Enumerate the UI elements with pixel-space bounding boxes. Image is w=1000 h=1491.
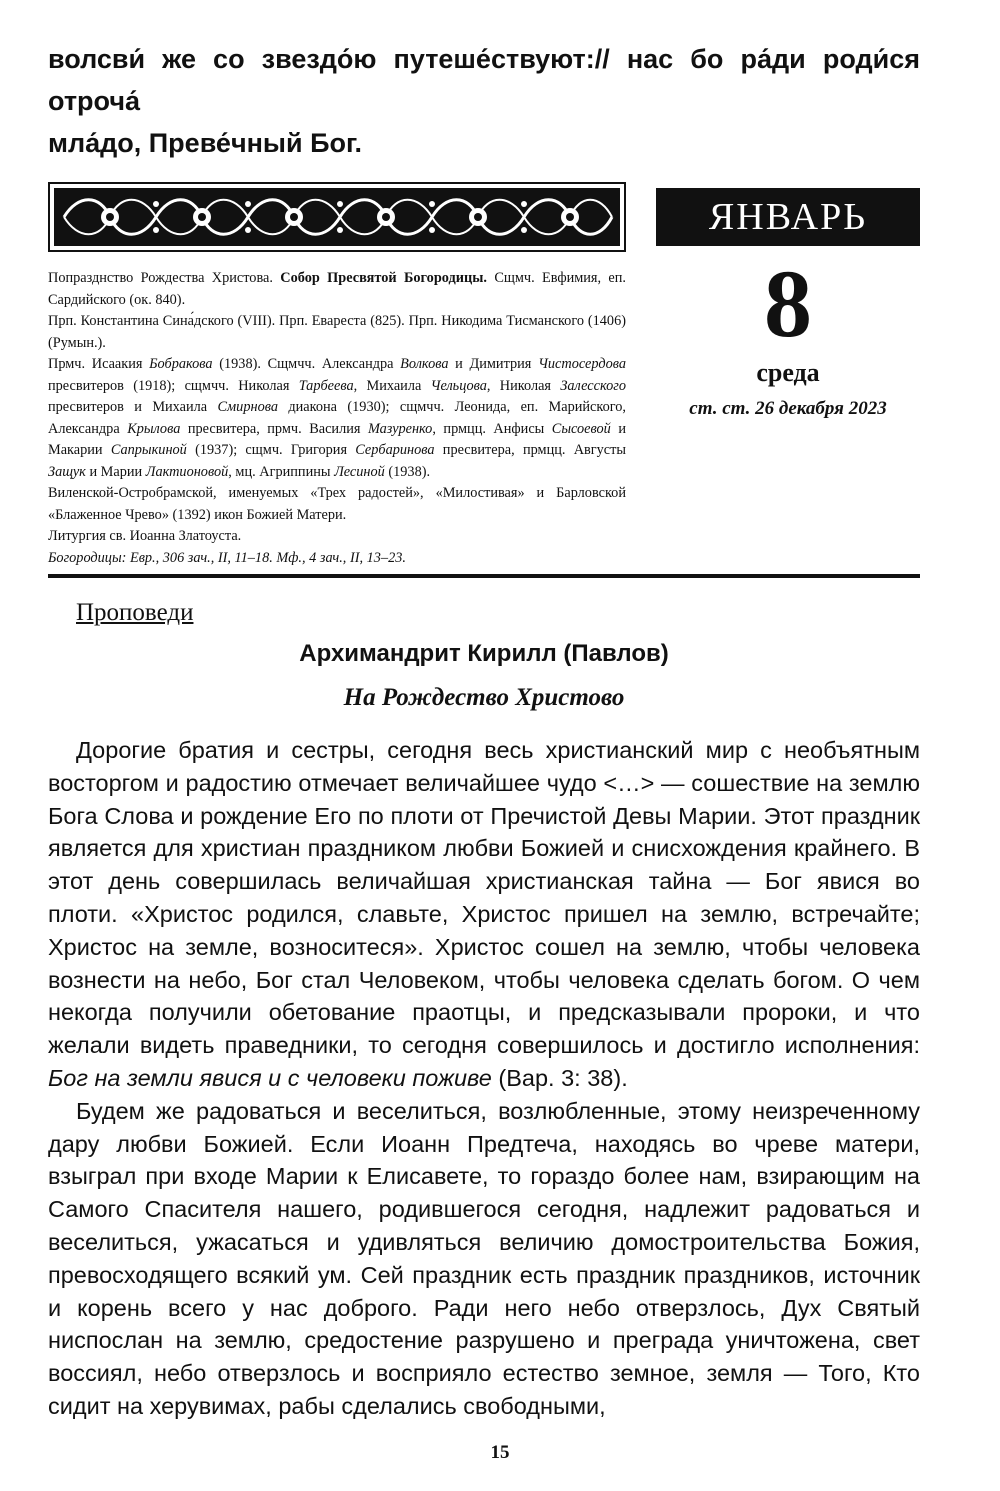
calendar-header <box>48 174 920 584</box>
sermon-title: На Рождество Христово <box>343 684 625 711</box>
section-divider <box>48 574 920 578</box>
sermon-body <box>48 734 920 1423</box>
section-label: Проповеди <box>76 599 194 626</box>
verse-line-1: волсви́ же со звездо́ю путеше́ствуют:// нас бо ра́ди роди́ся отроча́ <box>48 44 920 116</box>
sermon-author: Архимандрит Кирилл (Павлов) <box>299 640 669 667</box>
weekday: среда <box>756 358 820 387</box>
commem-line-saints: Прп. Константина Сина́дского (VIII). Прп. Евареста (825). Прп. Никодима Тисманского (1406) (Румын.). <box>48 313 626 351</box>
commem-line-liturgy: Литургия св. Иоанна Златоуста. <box>48 528 242 544</box>
commem-line-icons: Виленской-Остробрамской, именуемых «Трех радостей», «Милостивая» и Барловской «Блаженное Чрево» (1392) икон Божией Матери. <box>48 485 626 523</box>
day-number: 8 <box>764 250 812 357</box>
ornament-band <box>48 182 626 252</box>
sermon-paragraph: Будем же радоваться и веселиться, возлюбленные, этому неизреченному дару любви Божией. Если Иоанн Предтеча, находясь во чреве матери, взыграл при входе Марии к Елисавете, то гораздо более нам, взирающим на Самого Спасителя нашего, родившегося сегодня, надлежит радоваться и веселиться, ужасаться и удивляться величию домостроительства Божия, превосходящего всякий ум. Сей праздник есть праздник праздников, источник и корень всего у нас доброго. Ради него небо отверзлось, Дух Святый ниспослан на землю, средостение разрушено и преграда уничтожена, свет воссиял, небо отверзлось и восприяло естество земное, земля — Того, Кто сидит на херувимах, рабы сделались свободными, <box>48 1097 920 1419</box>
month-label: ЯНВАРЬ <box>656 188 920 246</box>
sermon-paragraph: Дорогие братия и сестры, сегодня весь христианский мир с необъятным восторгом и радостию отмечает величайшее чудо <…> — сошествие на землю Бога Слова и рождение Его по плоти от Пречистой Девы Марии. Этот праздник является для христиан праздником любви Божией и снисхождения крайнего. В этот день совершилась величайшая христианская тайна — Бог явися во плоти. «Христос родился, славьте, Христос пришел на землю, встречайте; Христос на земле, возноситеся». Христос сошел на землю, чтобы человека вознести на небо, Бог стал Человеком, чтобы человека сделать богом. О чем некогда получили обетование праотцы, и предсказывали пророки, и что желали видеть праведники, то сегодня совершилось и достигло исполнения: Бог на земли явися и с человеки поживе (Вар. 3: 38). <box>48 737 920 1091</box>
page-number: 15 <box>490 1442 510 1463</box>
commemorations <box>48 268 626 569</box>
commem-line-feast: Попразднство Рождества Христова. Собор Пресвятой Богородицы. Сщмч. Евфимия, еп. Сардийского (ок. 840). <box>48 270 627 308</box>
troparion-verse <box>48 38 920 164</box>
verse-line-2: мла́до, Преве́чный Бог. <box>48 128 363 158</box>
old-style-date: ст. ст. 26 декабря 2023 <box>689 398 887 419</box>
commem-line-readings: Богородицы: Евр., 306 зач., II, 11–18. Мф., 4 зач., II, 13–23. <box>48 549 406 566</box>
book-page <box>48 38 920 1423</box>
commem-line-martyrs: Прмч. Исаакия Бобракова (1938). Сщмчч. Александра Волкова и Димитрия Чистосердова пресвитеров (1918); сщмчч. Николая Тарбеева, Михаила Чельцова, Николая Залесского пресвитеров и Михаила Смирнова диакона (1930); сщмчч. Леонида, еп. Марийского, Александра Крылова пресвитера, прмч. Василия Мазуренко, прмцц. Анфисы Сысоевой и Макарии Сапрыкиной (1937); сщмч. Григория Сербаринова пресвитера, прмцц. Августы Защук и Марии Лактионовой, мц. Агриппины Лесиной (1938). <box>48 356 626 480</box>
